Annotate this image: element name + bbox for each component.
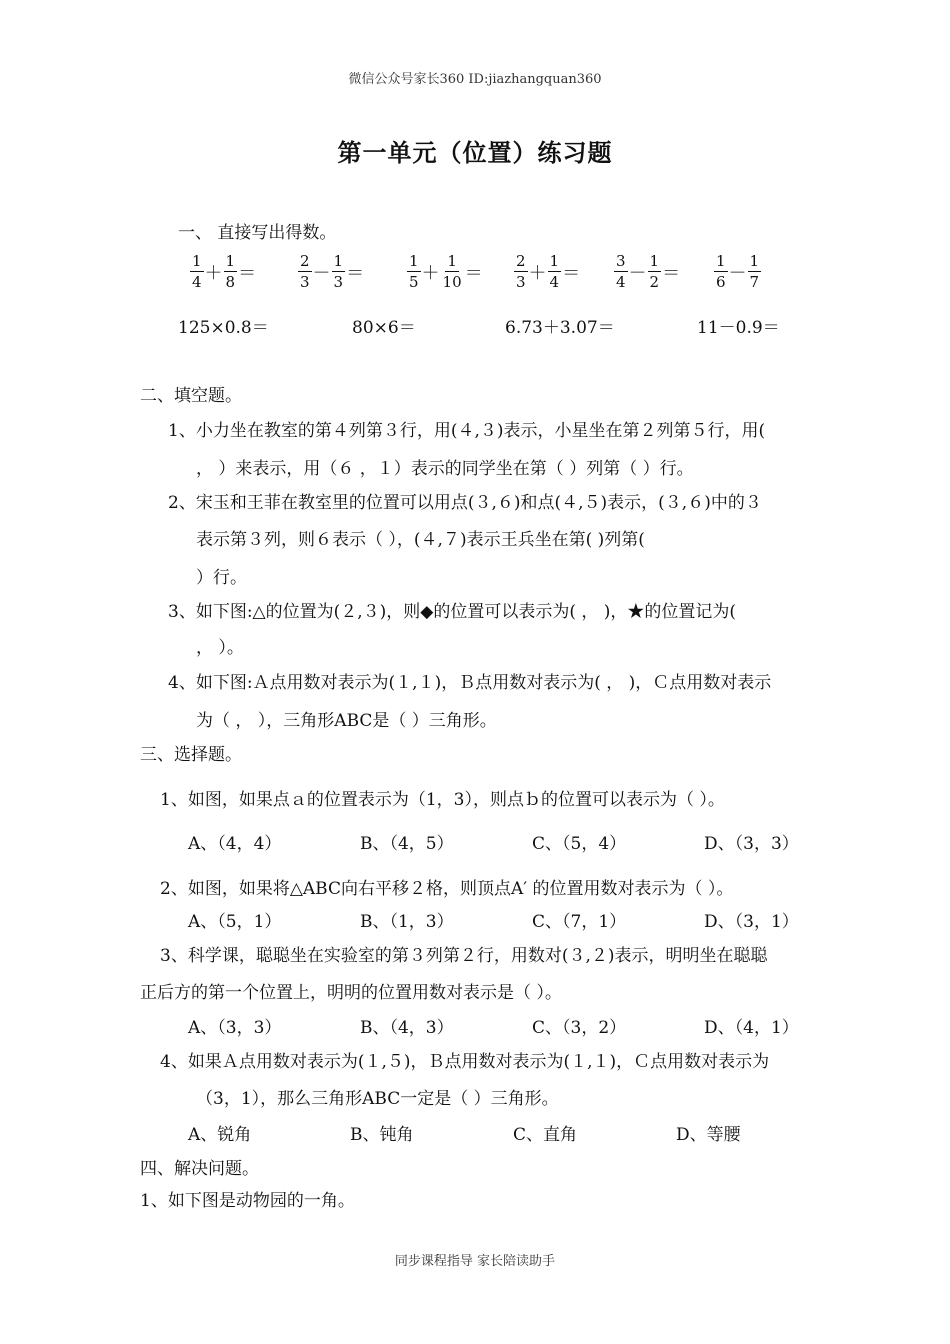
page-footer: 同步课程指导 家长陪读助手 bbox=[394, 1254, 556, 1269]
section-4-heading: 四、解决问题。 bbox=[140, 1159, 259, 1179]
numerator: 1 bbox=[192, 252, 202, 270]
fraction bbox=[614, 253, 628, 291]
page-header: 微信公众号家长360 ID:jiazhangquan360 bbox=[348, 72, 602, 87]
s3-q4-line2: （3，1），那么三角形ABC一定是（ ）三角形。 bbox=[196, 1089, 559, 1109]
numerator: 1 bbox=[333, 252, 344, 270]
s2-q4-line1: 4、如下图:Ａ点用数对表示为(１,１)，Ｂ点用数对表示为( ， )，Ｃ点用数对表示 bbox=[168, 673, 772, 693]
s3-q1: 1、如图，如果点ａ的位置表示为（1，3），则点ｂ的位置可以表示为（ ）。 bbox=[160, 790, 725, 810]
section-2-heading: 二、填空题。 bbox=[140, 386, 242, 406]
equals-sign: ＝ bbox=[346, 263, 365, 284]
numerator: 1 bbox=[749, 252, 760, 270]
fraction-expression bbox=[714, 253, 763, 291]
s2-q2-line3: ）行。 bbox=[196, 568, 247, 588]
fraction bbox=[441, 253, 464, 291]
calc-item-3: 6.73＋3.07＝ bbox=[505, 318, 615, 338]
operator: － bbox=[312, 263, 331, 284]
fraction-expression bbox=[614, 253, 681, 291]
fraction-expression bbox=[190, 253, 257, 291]
equals-sign: ＝ bbox=[238, 263, 257, 284]
s3-q1-option-b: B、（4，5） bbox=[360, 834, 454, 854]
section-3-heading: 三、选择题。 bbox=[140, 745, 242, 765]
s3-q4-option-d: D、等腰 bbox=[676, 1125, 741, 1145]
s3-q1-option-d: D、（3，3） bbox=[704, 834, 799, 854]
fraction bbox=[407, 253, 421, 291]
fraction bbox=[224, 253, 238, 291]
denominator: 7 bbox=[749, 273, 760, 291]
numerator: 1 bbox=[225, 252, 236, 270]
s3-q3-option-c: C、（3，2） bbox=[532, 1018, 627, 1038]
fraction bbox=[748, 253, 762, 291]
s3-q3-line1: 3、科学课，聪聪坐在实验室的第３列第２行，用数对(３,２)表示，明明坐在聪聪 bbox=[160, 946, 768, 966]
s4-q1: 1、如下图是动物园的一角。 bbox=[140, 1191, 355, 1211]
fraction-expression bbox=[298, 253, 365, 291]
fraction bbox=[332, 253, 346, 291]
s2-q2-line1: 2、宋玉和王菲在教室里的位置可以用点(３,６)和点(４,５)表示，(３,６)中的３ bbox=[168, 493, 762, 513]
s3-q1-option-a: A、（4，4） bbox=[188, 834, 282, 854]
fraction bbox=[298, 253, 312, 291]
s3-q4-option-c: C、直角 bbox=[513, 1125, 578, 1145]
operator: ＋ bbox=[204, 263, 223, 284]
numerator: 2 bbox=[300, 252, 310, 270]
denominator: 4 bbox=[549, 273, 560, 291]
numerator: 2 bbox=[516, 252, 526, 270]
fraction bbox=[714, 253, 728, 291]
s3-q3-line2: 正后方的第一个位置上，明明的位置用数对表示是（ ）。 bbox=[140, 983, 562, 1003]
numerator: 1 bbox=[649, 252, 660, 270]
operator: ＋ bbox=[528, 263, 547, 284]
denominator: 3 bbox=[333, 273, 344, 291]
section-1-heading: 一、 直接写出得数。 bbox=[178, 223, 337, 243]
fraction-expression bbox=[514, 253, 581, 291]
s2-q1-line2: ， ）来表示，用（６ ，１）表示的同学坐在第（ ）列第（ ）行。 bbox=[196, 459, 694, 479]
denominator: 3 bbox=[516, 273, 526, 291]
equals-sign: ＝ bbox=[662, 263, 681, 284]
denominator: 4 bbox=[616, 273, 626, 291]
fraction bbox=[190, 253, 204, 291]
s2-q4-line2: 为（ ， ），三角形ABC是（ ）三角形。 bbox=[196, 711, 497, 731]
operator: － bbox=[728, 263, 747, 284]
calc-item-1: 125×0.8＝ bbox=[178, 318, 269, 338]
numerator: 1 bbox=[716, 252, 726, 270]
s3-q4-line1: 4、如果Ａ点用数对表示为(１,５)，Ｂ点用数对表示为(１,１)，Ｃ点用数对表示为 bbox=[160, 1052, 770, 1072]
operator: ＋ bbox=[421, 263, 440, 284]
s3-q1-option-c: C、（5，4） bbox=[532, 834, 627, 854]
s3-q2-option-b: B、（1，3） bbox=[360, 912, 454, 932]
fraction bbox=[648, 253, 662, 291]
denominator: 6 bbox=[716, 273, 726, 291]
fraction bbox=[548, 253, 562, 291]
denominator: 4 bbox=[192, 273, 202, 291]
s2-q1-line1: 1、小力坐在教室的第４列第３行，用(４,３)表示，小星坐在第２列第５行，用( bbox=[168, 421, 766, 441]
calc-item-4: 11－0.9＝ bbox=[697, 318, 780, 338]
s3-q4-option-b: B、钝角 bbox=[350, 1125, 414, 1145]
numerator: 1 bbox=[447, 252, 457, 270]
denominator: 8 bbox=[225, 273, 236, 291]
operator: － bbox=[628, 263, 647, 284]
s3-q2-option-d: D、（3，1） bbox=[704, 912, 799, 932]
s3-q2-option-c: C、（7，1） bbox=[532, 912, 627, 932]
numerator: 3 bbox=[616, 252, 626, 270]
equals-sign: ＝ bbox=[464, 263, 483, 284]
s3-q2-option-a: A、（5，1） bbox=[188, 912, 282, 932]
s3-q2: 2、如图，如果将△ABC向右平移２格，则顶点A′ 的位置用数对表示为（ ）。 bbox=[160, 879, 734, 899]
s3-q3-option-a: A、（3，3） bbox=[188, 1018, 282, 1038]
s3-q3-option-b: B、（4，3） bbox=[360, 1018, 454, 1038]
s3-q3-option-d: D、（4，1） bbox=[704, 1018, 799, 1038]
calc-item-2: 80×6＝ bbox=[352, 318, 416, 338]
denominator: 3 bbox=[300, 273, 310, 291]
numerator: 1 bbox=[409, 252, 419, 270]
page-title: 第一单元（位置）练习题 bbox=[337, 138, 613, 167]
denominator: 10 bbox=[442, 273, 462, 291]
s2-q3-line2: ， ）。 bbox=[196, 638, 244, 658]
s2-q3-line1: 3、如下图:△的位置为(２,３)，则◆的位置可以表示为( ， )，★的位置记为( bbox=[168, 602, 737, 622]
s3-q4-option-a: A、锐角 bbox=[188, 1125, 252, 1145]
denominator: 2 bbox=[649, 273, 660, 291]
numerator: 1 bbox=[549, 252, 560, 270]
fraction bbox=[514, 253, 528, 291]
fraction-expression bbox=[407, 253, 484, 291]
s2-q2-line2: 表示第３列，则６表示（ ），(４,７)表示王兵坐在第( )列第( bbox=[196, 530, 645, 550]
denominator: 5 bbox=[409, 273, 419, 291]
equals-sign: ＝ bbox=[562, 263, 581, 284]
